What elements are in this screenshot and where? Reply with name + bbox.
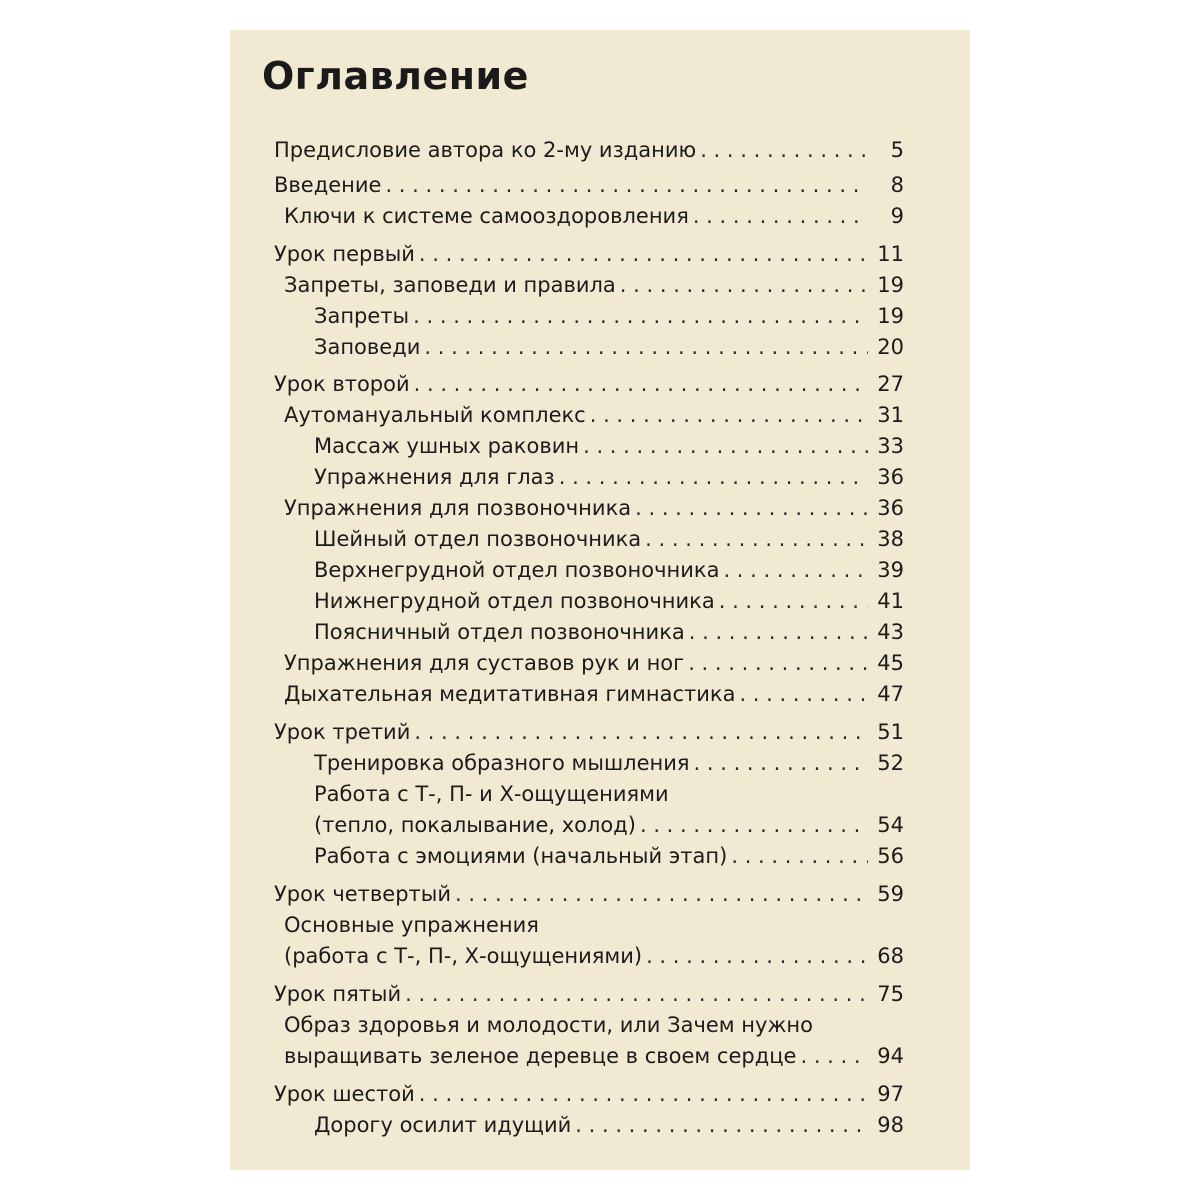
toc-entry-title: Запреты, заповеди и правила [284, 273, 616, 297]
toc-entry-title: Верхнегрудной отдел позвоночника [314, 558, 720, 582]
toc-entry [274, 944, 904, 974]
leader-dots [694, 751, 868, 775]
toc-entry [274, 813, 904, 843]
toc-entry-page: 8 [890, 173, 904, 197]
toc-entry [274, 558, 904, 588]
toc-entry [274, 882, 904, 912]
toc-entry [274, 620, 904, 650]
toc-entry [274, 242, 904, 272]
toc-entry-title-line1: Работа с Т-, П- и Х-ощущениями [314, 782, 669, 806]
leader-dots [455, 882, 868, 906]
leader-dots [583, 434, 868, 458]
leader-dots [640, 813, 868, 837]
toc-entry-page: 38 [877, 527, 904, 551]
toc-entry [274, 589, 904, 619]
toc-entry-title: Урок четвертый [274, 882, 451, 906]
toc-entry [274, 403, 904, 433]
toc-entry-title: Упражнения для глаз [314, 465, 555, 489]
leader-dots [693, 204, 868, 228]
leader-dots [646, 944, 868, 968]
toc-entry-title: Упражнения для суставов рук и ног [284, 651, 685, 675]
toc-entry-title: Предисловие автора ко 2-му изданию [274, 138, 697, 162]
toc-entry [274, 982, 904, 1012]
toc-entry-title: Поясничный отдел позвоночника [314, 620, 685, 644]
toc-entry-title: Массаж ушных раковин [314, 434, 580, 458]
leader-dots [645, 527, 868, 551]
leader-dots [424, 335, 868, 359]
toc-entry [274, 1082, 904, 1112]
toc-entry-page: 27 [877, 372, 904, 396]
leader-dots [723, 558, 868, 582]
toc-entry-page: 9 [890, 204, 904, 228]
toc-entry-page: 51 [877, 720, 904, 744]
leader-dots [405, 982, 868, 1006]
toc-entry-title: Дорогу осилит идущий [314, 1113, 572, 1137]
toc-entry-page: 36 [877, 465, 904, 489]
leader-dots [739, 682, 868, 706]
toc-entry-page: 47 [877, 682, 904, 706]
leader-dots [590, 403, 868, 427]
toc-entry-title: Урок пятый [274, 982, 402, 1006]
toc-entry-title: Упражнения для позвоночника [284, 496, 632, 520]
leader-dots [419, 242, 868, 266]
toc-entry-page: 54 [877, 813, 904, 837]
table-of-contents [274, 30, 904, 1170]
toc-entry [274, 372, 904, 402]
toc-heading: Оглавление [262, 54, 529, 98]
toc-entry-page: 59 [877, 882, 904, 906]
toc-entry-title: Тренировка образного мышления [314, 751, 690, 775]
toc-entry-title: Дыхательная медитативная гимнастика [284, 682, 736, 706]
toc-entry [274, 173, 904, 203]
leader-dots [700, 138, 868, 162]
toc-entry [274, 138, 904, 168]
toc-entry-title: Нижнегрудной отдел позвоночника [314, 589, 715, 613]
toc-entry-page: 41 [877, 589, 904, 613]
toc-entry [274, 720, 904, 750]
toc-entry-page: 45 [877, 651, 904, 675]
toc-entry-title: Шейный отдел позвоночника [314, 527, 642, 551]
toc-entry [274, 335, 904, 365]
book-page [230, 30, 970, 1170]
toc-entry-title: Урок первый [274, 242, 415, 266]
leader-dots [413, 304, 868, 328]
toc-entry-page: 52 [877, 751, 904, 775]
toc-entry-title: Ключи к системе самооздоровления [284, 204, 689, 228]
toc-entry-title: Заповеди [314, 335, 421, 359]
toc-entry-title-line1: Образ здоровья и молодости, или Зачем нужно [284, 1013, 813, 1037]
toc-entry [274, 651, 904, 681]
leader-dots [575, 1113, 868, 1137]
toc-entry-title: Введение [274, 173, 382, 197]
leader-dots [688, 651, 868, 675]
toc-entry-title: (тепло, покалывание, холод) [314, 813, 636, 837]
leader-dots [414, 720, 868, 744]
leader-dots [635, 496, 868, 520]
leader-dots [689, 620, 868, 644]
leader-dots [385, 173, 868, 197]
toc-entry-title: Аутомануальный комплекс [284, 403, 586, 427]
toc-entry [274, 751, 904, 781]
toc-entry-page: 11 [877, 242, 904, 266]
toc-entry [274, 527, 904, 557]
toc-entry-page: 68 [877, 944, 904, 968]
toc-entry-page: 19 [877, 304, 904, 328]
toc-entry-page: 20 [877, 335, 904, 359]
leader-dots [559, 465, 868, 489]
toc-entry-title: выращивать зеленое деревце в своем сердце [284, 1044, 797, 1068]
leader-dots [719, 589, 868, 613]
toc-entry-title: Урок второй [274, 372, 410, 396]
toc-entry-title: Урок третий [274, 720, 411, 744]
toc-entry-title: Запреты [314, 304, 410, 328]
toc-entry-page: 19 [877, 273, 904, 297]
toc-entry-page: 31 [877, 403, 904, 427]
toc-entry-page: 33 [877, 434, 904, 458]
toc-entry [274, 273, 904, 303]
toc-entry [274, 844, 904, 874]
leader-dots [419, 1082, 868, 1106]
toc-entry-title: (работа с Т-, П-, Х-ощущениями) [284, 944, 643, 968]
toc-entry-page: 43 [877, 620, 904, 644]
toc-entry [274, 465, 904, 495]
toc-entry-page: 98 [877, 1113, 904, 1137]
toc-entry [274, 1113, 904, 1143]
leader-dots [414, 372, 868, 396]
toc-entry [274, 1044, 904, 1074]
toc-entry [274, 304, 904, 334]
leader-dots [620, 273, 868, 297]
toc-entry-title: Урок шестой [274, 1082, 415, 1106]
toc-entry [274, 434, 904, 464]
toc-entry-page: 97 [877, 1082, 904, 1106]
toc-entry-page: 75 [877, 982, 904, 1006]
leader-dots [800, 1044, 868, 1068]
leader-dots [731, 844, 868, 868]
toc-entry-title: Работа с эмоциями (начальный этап) [314, 844, 728, 868]
toc-entry [274, 496, 904, 526]
toc-entry-title-line1: Основные упражнения [284, 913, 539, 937]
toc-entry-page: 36 [877, 496, 904, 520]
toc-entry-page: 56 [877, 844, 904, 868]
toc-entry-page: 94 [877, 1044, 904, 1068]
toc-entry [274, 682, 904, 712]
toc-entry-page: 5 [890, 138, 904, 162]
toc-entry [274, 204, 904, 234]
toc-entry-page: 39 [877, 558, 904, 582]
